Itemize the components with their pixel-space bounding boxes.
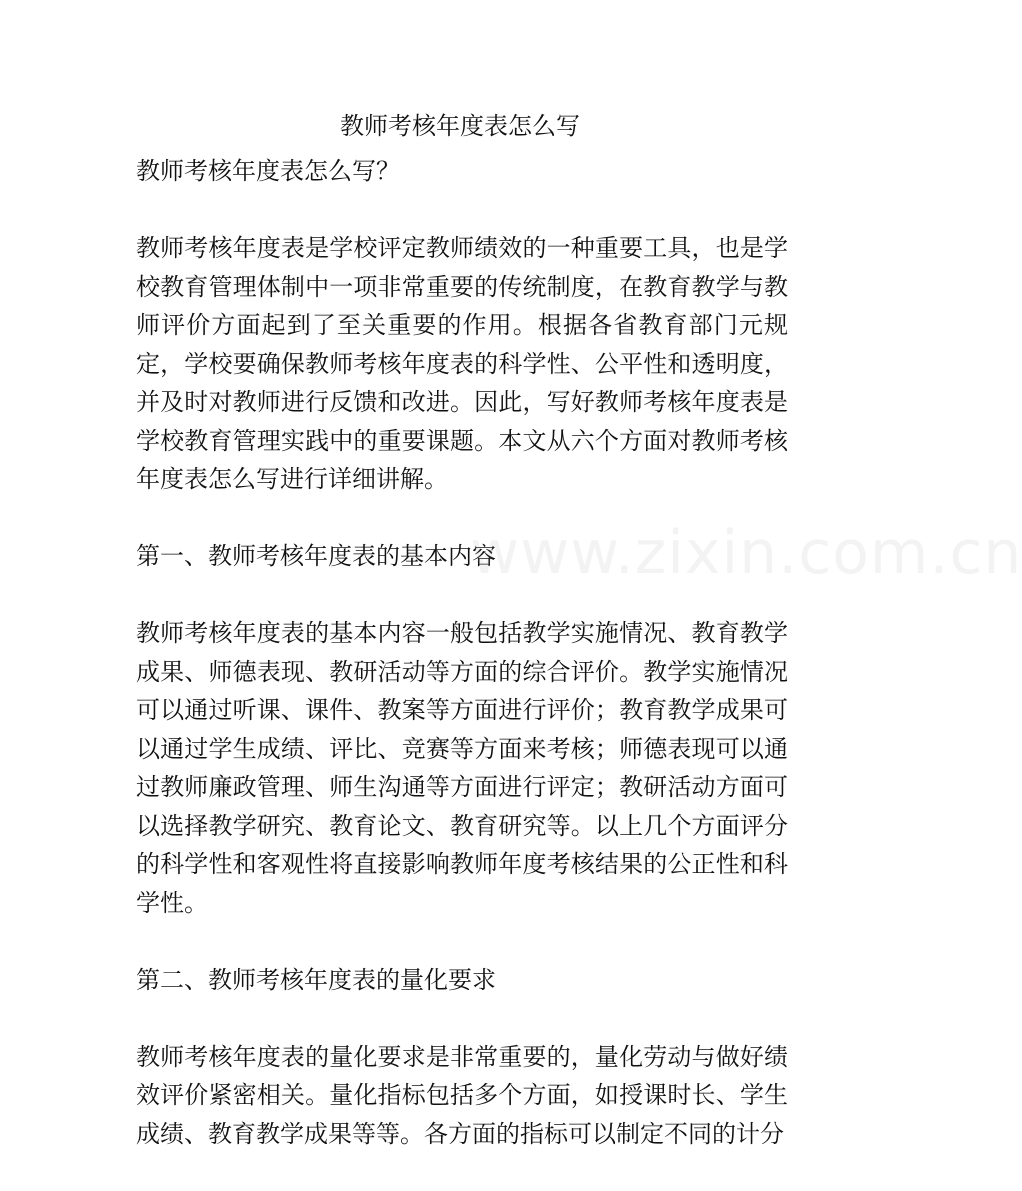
- section-1-paragraph: 教师考核年度表的基本内容一般包括教学实施情况、教育教学成果、师德表现、教研活动等方面的综合评价。教学实施情况可以通过听课、课件、教案等方面进行评价；教育教学成果可以通过学生成绩、评比、竞赛等方面来考核；师德表现可以通过教师廉政管理、师生沟通等方面进行评定；教研活动方面可以选择教学研究、教育论文、教育研究等。以上几个方面评分的科学性和客观性将直接影响教师年度考核结果的公正性和科学性。: [136, 619, 788, 917]
- paragraph-gap: [136, 922, 788, 961]
- document-title: 教师考核年度表怎么写: [340, 112, 580, 140]
- section-heading-2: 第二、教师考核年度表的量化要求: [136, 965, 496, 994]
- paragraph-gap: [136, 499, 788, 538]
- section-heading-1: 第一、教师考核年度表的基本内容: [136, 542, 496, 570]
- intro-paragraph: 教师考核年度表是学校评定教师绩效的一种重要工具，也是学校教育管理体制中一项非常重要的传统制度，在教育教学与教师评价方面起到了至关重要的作用。根据各省教育部门元规定，学校要确保教师考核年度表的科学性、公平性和透明度，并及时对教师进行反馈和改进。因此，写好教师考核年度表是学校教育管理实践中的重要课题。本文从六个方面对教师考核年度表怎么写进行详细讲解。: [136, 234, 788, 493]
- document-body: [136, 152, 788, 1153]
- paragraph-gap: [136, 576, 788, 615]
- paragraph-gap: [136, 191, 788, 230]
- section-2-paragraph: 教师考核年度表的量化要求是非常重要的，量化劳动与做好绩效评价紧密相关。量化指标包括多个方面，如授课时长、学生成绩、教育教学成果等等。各方面的指标可以制定不同的计分: [136, 1042, 788, 1148]
- watermark: www.zixin.com.cn: [470, 518, 1022, 588]
- paragraph-gap: [136, 999, 788, 1038]
- question-line: 教师考核年度表怎么写？: [136, 157, 400, 185]
